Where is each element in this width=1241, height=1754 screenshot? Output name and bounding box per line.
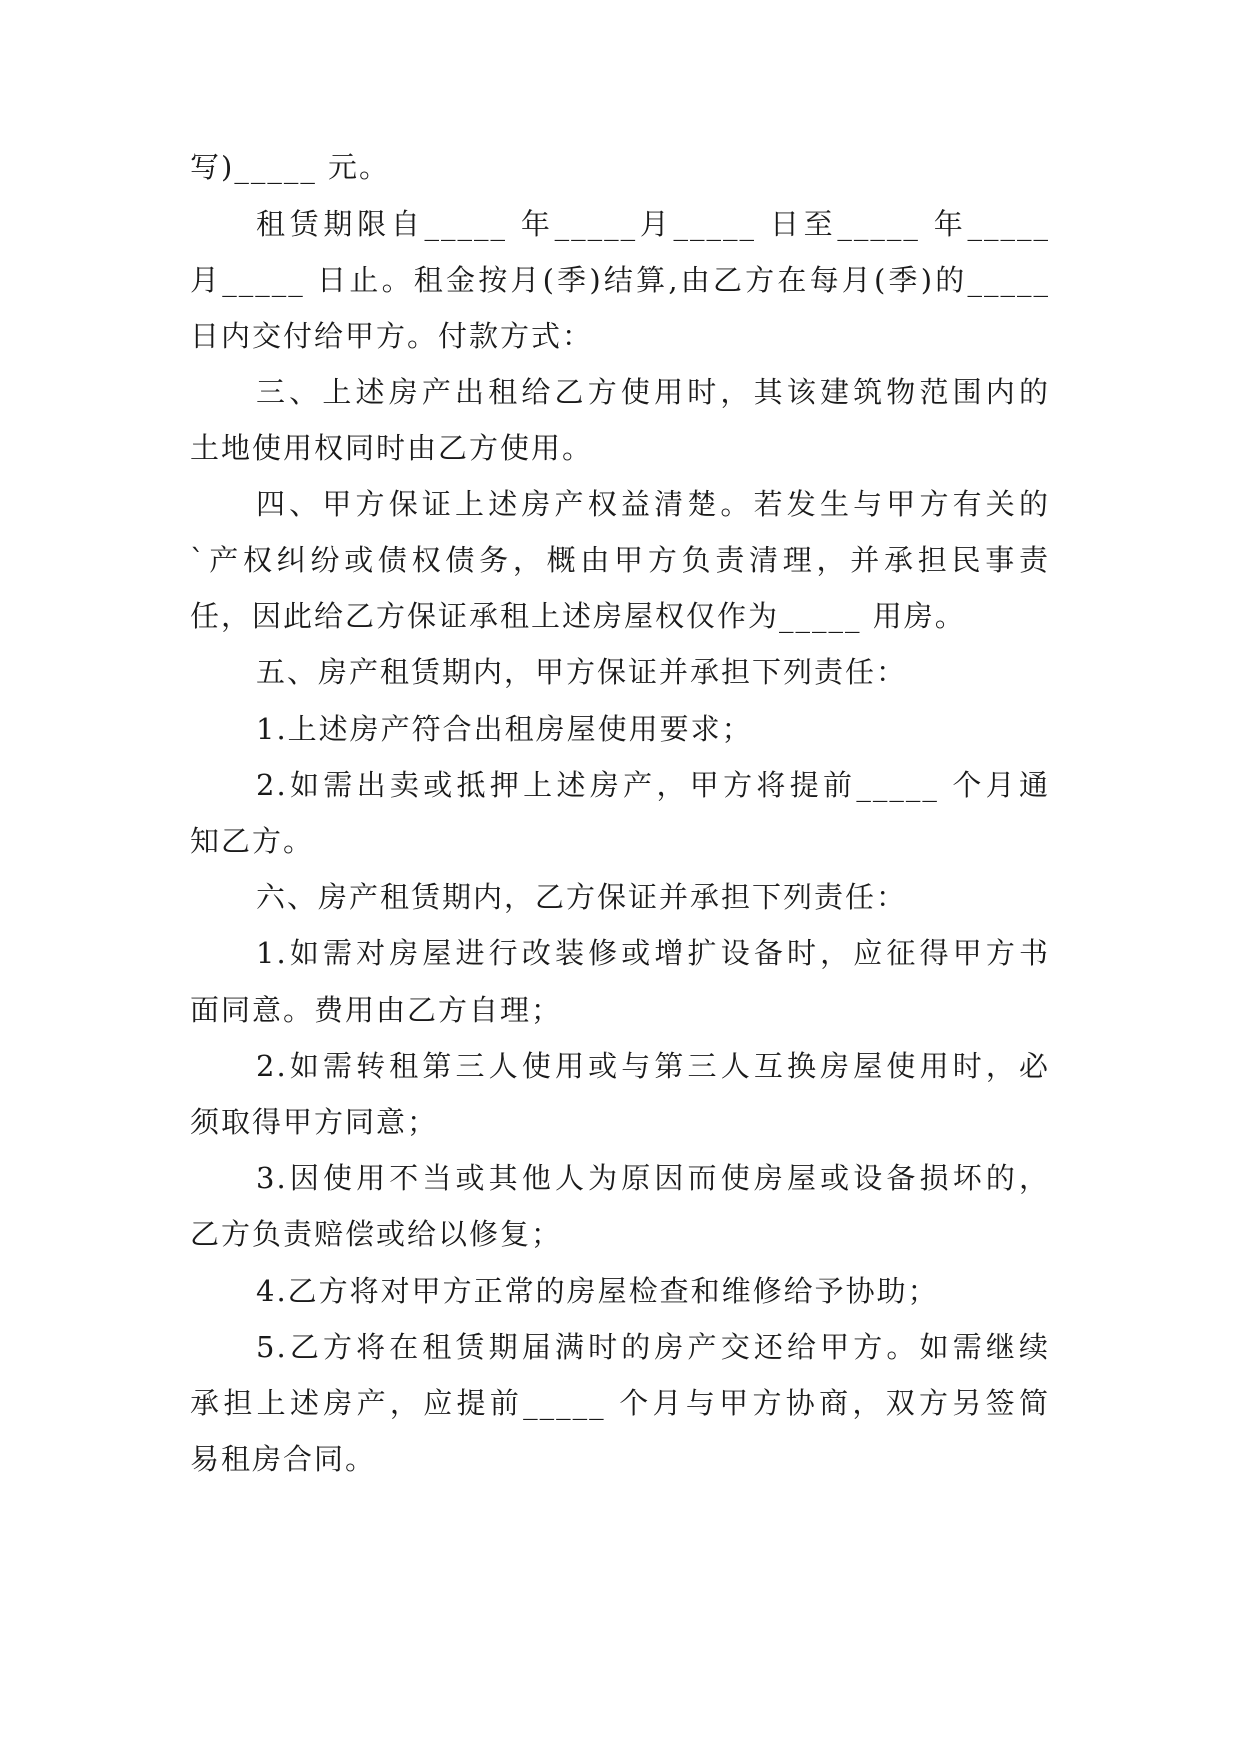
text-line: 四、甲方保证上述房产权益清楚。若发生与甲方有关的 — [256, 487, 1050, 521]
text-line: 租赁期限自_____ 年_____月_____ 日至_____ 年_____ — [256, 207, 1050, 241]
text-line: 三、上述房产出租给乙方使用时，其该建筑物范围内的 — [256, 375, 1050, 409]
text-line: 2.如需出卖或抵押上述房产，甲方将提前_____ 个月通 — [256, 768, 1050, 802]
text-line: `产权纠纷或债权债务，概由甲方负责清理，并承担民事责 — [190, 543, 1050, 577]
text-line: 须取得甲方同意； — [190, 1105, 439, 1139]
text-line: 4.乙方将对甲方正常的房屋检查和维修给予协助； — [256, 1274, 939, 1308]
text-line: 2.如需转租第三人使用或与第三人互换房屋使用时，必 — [256, 1049, 1050, 1083]
text-line: 月_____ 日止。租金按月(季)结算,由乙方在每月(季)的_____ — [190, 263, 1050, 297]
text-line: 五、房产租赁期内，甲方保证并承担下列责任： — [256, 655, 908, 689]
text-line: 写)_____ 元。 — [190, 150, 391, 184]
text-line: 承担上述房产，应提前_____ 个月与甲方协商，双方另签简 — [190, 1386, 1050, 1420]
text-line: 易租房合同。 — [190, 1442, 377, 1476]
text-line: 六、房产租赁期内，乙方保证并承担下列责任： — [256, 880, 908, 914]
text-line: 任，因此给乙方保证承租上述房屋权仅作为_____ 用房。 — [190, 599, 966, 633]
text-line: 1.如需对房屋进行改装修或增扩设备时，应征得甲方书 — [256, 936, 1050, 970]
text-line: 3.因使用不当或其他人为原因而使房屋或设备损坏的， — [256, 1161, 1050, 1195]
text-line: 1.上述房产符合出租房屋使用要求； — [256, 712, 753, 746]
text-line: 日内交付给甲方。付款方式： — [190, 319, 594, 353]
text-line: 土地使用权同时由乙方使用。 — [190, 431, 594, 465]
text-line: 知乙方。 — [190, 824, 315, 858]
text-line: 5.乙方将在租赁期届满时的房产交还给甲方。如需继续 — [256, 1330, 1050, 1364]
text-line: 面同意。费用由乙方自理； — [190, 993, 563, 1027]
text-line: 乙方负责赔偿或给以修复； — [190, 1217, 563, 1251]
